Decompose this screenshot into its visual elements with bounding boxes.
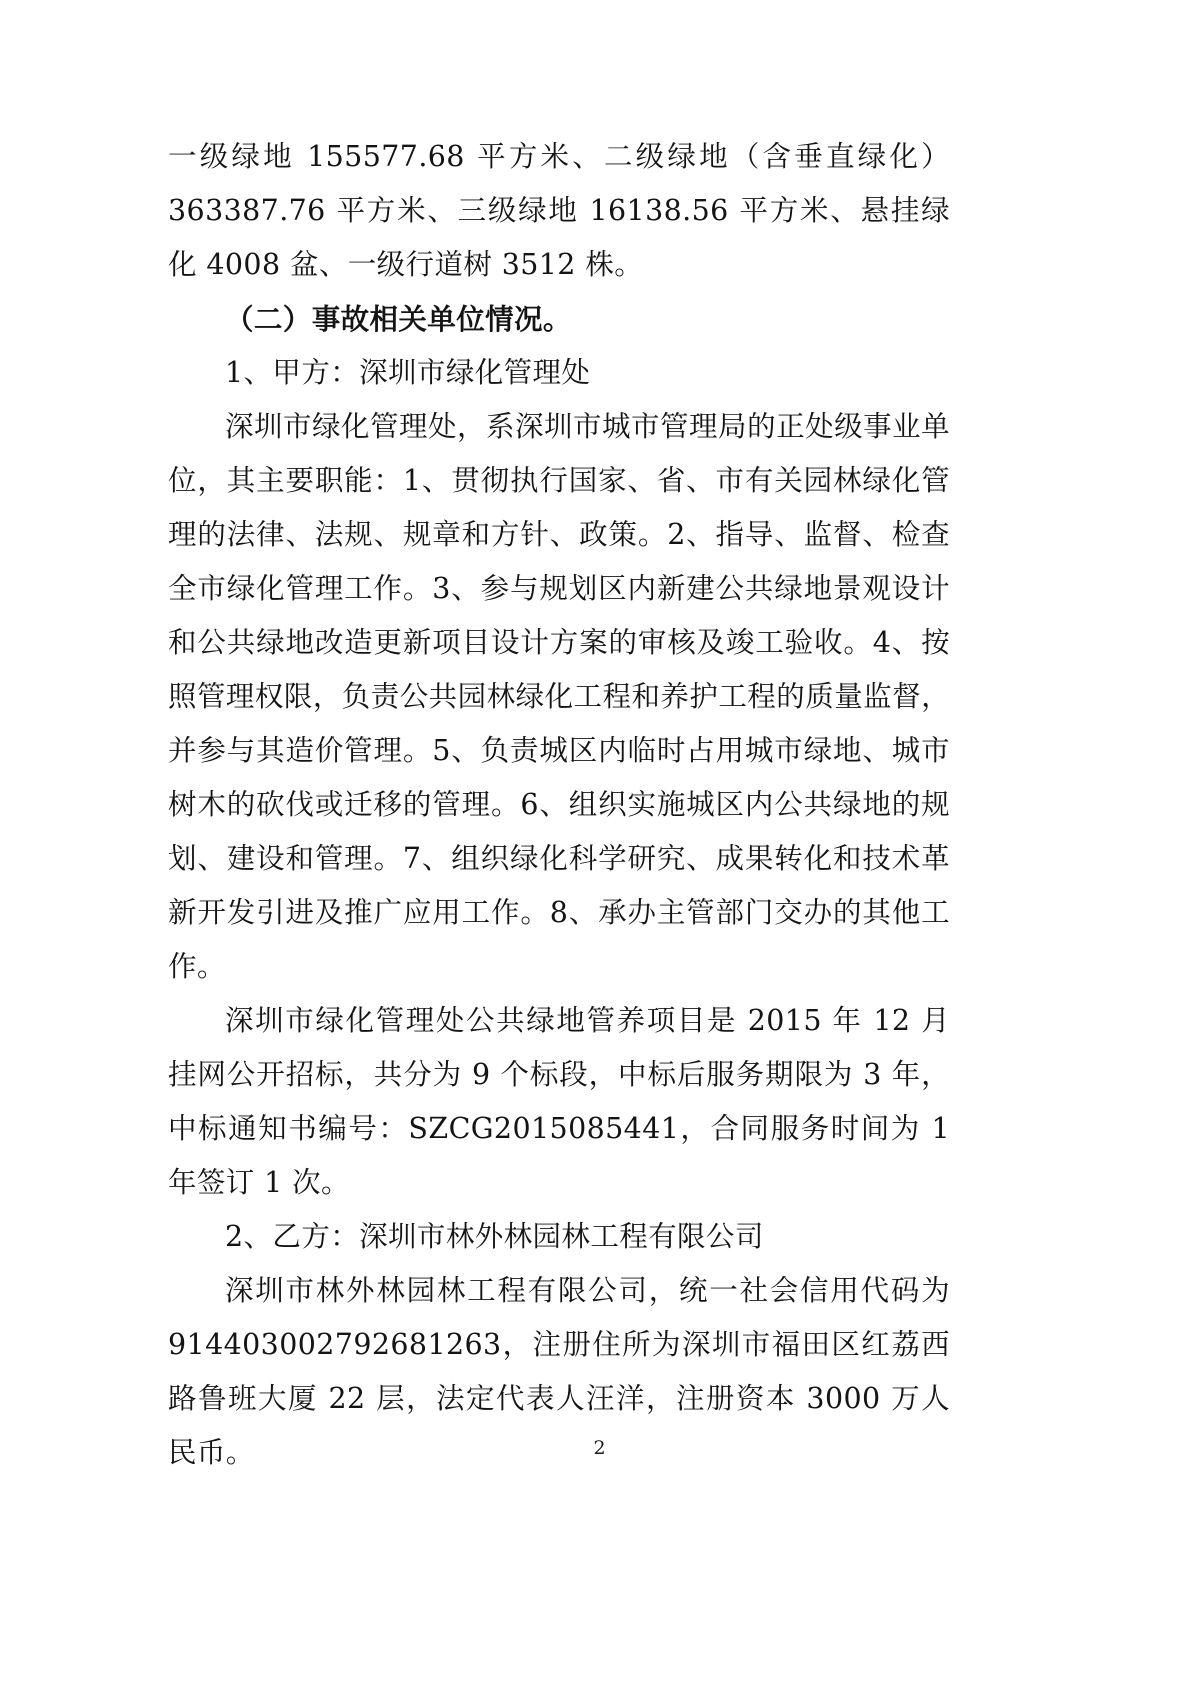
paragraph-party-b-title: 2、乙方：深圳市林外林园林工程有限公司 [225,1220,764,1253]
paragraph-party-a-title: 1、甲方：深圳市绿化管理处 [225,356,591,389]
paragraph-party-a-duties: 深圳市绿化管理处，系深圳市城市管理局的正处级事业单位，其主要职能：1、贯彻执行国家、省、市有关园林绿化管理的法律、法规、规章和方针、政策。2、指导、监督、检查全市绿化管理工作。3、参与规划区内新建公共绿地景观设计和公共绿地改造更新项目设计方案的审核及竣工验收。4、按照管理权限，负责公共园林绿化工程和养护工程的质量监督，并参与其造价管理。5、负责城区内临时占用城市绿地、城市树木的砍伐或迁移的管理。6、组织实施城区内公共绿地的规划、建设和管理。7、组织绿化科学研究、成果转化和技术革新开发引进及推广应用工作。8、承办主管部门交办的其他工作。 [168,410,950,983]
document-body [168,130,950,1480]
paragraph-tender-info: 深圳市绿化管理处公共绿地管养项目是 2015 年 12 月挂网公开招标，共分为 9 个标段，中标后服务期限为 3 年，中标通知书编号：SZCG2015085441，合同服务时间为 1 年签订 1 次。 [168,1004,950,1199]
page-number: 2 [593,1437,606,1459]
section-heading-related-units: （二）事故相关单位情况。 [225,302,572,336]
paragraph-green-area-stats: 一级绿地 155577.68 平方米、二级绿地（含垂直绿化）363387.76 平方米、三级绿地 16138.56 平方米、悬挂绿化 4008 盆、一级行道树 3512 株。 [168,140,950,281]
paragraph-party-b-info: 深圳市林外林园林工程有限公司，统一社会信用代码为 914403002792681263，注册住所为深圳市福田区红荔西路鲁班大厦 22 层，法定代表人汪洋，注册资本 3000 万人民币。 [168,1274,950,1469]
